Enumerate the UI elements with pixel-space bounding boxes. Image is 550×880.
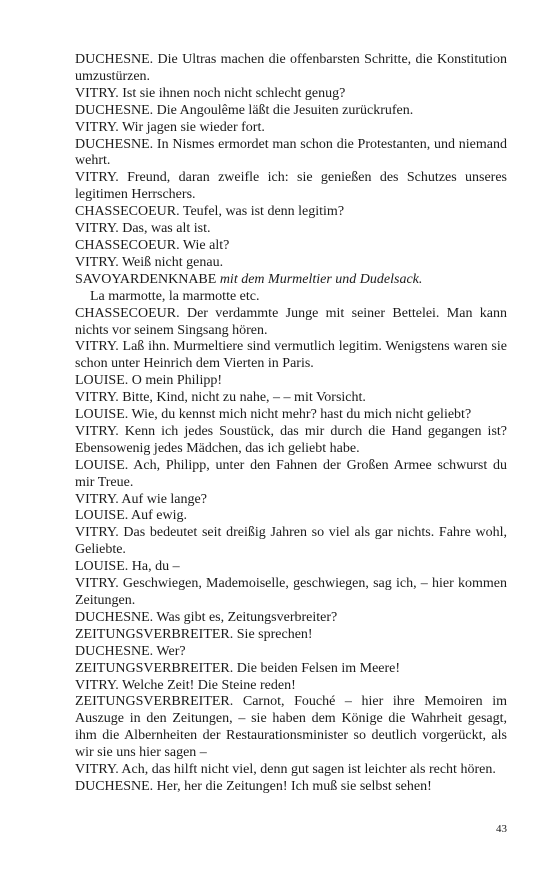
dialogue-line [75, 390, 507, 407]
speaker-name: LOUISE. [75, 457, 129, 473]
speaker-name: DUCHESNE. [75, 778, 154, 794]
speaker-name: VITRY. [75, 576, 119, 592]
page-number: 43 [496, 823, 507, 835]
speech-text: Das bedeutet seit dreißig Jahren so viel als gar nichts. Fahre wohl, Geliebte. [75, 525, 507, 558]
speaker-name: VITRY. [75, 221, 119, 237]
speech-text: Der verdammte Junge mit seiner Bettelei. Man kann nichts vor seinem Singsang hören. [75, 305, 507, 338]
dialogue-line [75, 610, 507, 627]
speech-text: Freund, daran zweifle ich: sie genießen des Schutzes unseres legitimen Herrschers. [75, 170, 507, 203]
speech-text: Kenn ich jedes Soustück, das mir durch die Hand gegangen ist? Ebensowenig jedes Mädchen, das ich geliebt habe. [75, 423, 507, 456]
speaker-name: VITRY. [75, 339, 119, 355]
speech-text: Carnot, Fouché – hier ihre Memoiren im Auszuge in den Zeitungen, – sie haben dem Könige die Wahrheit gesagt, ihm die Albernheiten der Restaurationsminister so deutlich vorgerückt, als wir sie uns hier sagen – [75, 694, 507, 761]
speaker-name: VITRY. [75, 170, 119, 186]
speech-text: Ist sie ihnen noch nicht schlecht genug? [118, 85, 346, 101]
speaker-name: LOUISE. [75, 373, 129, 389]
dialogue-line [75, 678, 507, 695]
dialogue-line [75, 576, 507, 610]
speaker-name: DUCHESNE. [75, 643, 154, 659]
dialogue-line [75, 661, 507, 678]
speaker-name: VITRY. [75, 119, 119, 135]
dialogue-line [75, 407, 507, 424]
speaker-name: DUCHESNE. [75, 52, 154, 67]
speaker-name: VITRY. [75, 254, 119, 270]
dialogue-line [75, 289, 507, 306]
dialogue-line [75, 458, 507, 492]
dialogue-line [75, 492, 507, 509]
speech-text: Auf ewig. [128, 508, 187, 524]
dialogue-line [75, 644, 507, 661]
speech-text: Teufel, was ist denn legitim? [179, 204, 345, 220]
speaker-name: CHASSECOEUR. [75, 204, 180, 220]
dialogue-line [75, 204, 507, 221]
dialogue-line [75, 238, 507, 255]
dialogue-line [75, 559, 507, 576]
speech-text: Bitte, Kind, nicht zu nahe, – – mit Vorsicht. [118, 390, 366, 406]
dialogue-line [75, 762, 507, 779]
speaker-name: VITRY. [75, 525, 119, 541]
speech-text: Welche Zeit! Die Steine reden! [118, 677, 296, 693]
speech-text: Ach, Philipp, unter den Fahnen der Großen Armee schwurst du mir Treue. [75, 457, 507, 490]
dialogue-line [75, 525, 507, 559]
dialogue-line [75, 339, 507, 373]
dialogue-line [75, 424, 507, 458]
stage-direction: mit dem Murmeltier und Dudelsack. [216, 271, 423, 287]
speaker-name: VITRY. [75, 762, 119, 778]
speech-text: Her, her die Zeitungen! Ich muß sie selbst sehen! [153, 778, 432, 794]
dialogue-line [75, 508, 507, 525]
speaker-name: ZEITUNGSVERBREITER. [75, 660, 234, 676]
speaker-name: VITRY. [75, 390, 119, 406]
speech-text: Auf wie lange? [118, 491, 207, 507]
speech-text: Was gibt es, Zeitungsverbreiter? [153, 609, 338, 625]
speech-text: Wer? [153, 643, 186, 659]
dialogue-line [75, 255, 507, 272]
speech-text: O mein Philipp! [128, 373, 223, 389]
dialogue-line [75, 694, 507, 762]
speech-text: Ha, du – [128, 559, 180, 575]
dialogue-line [75, 137, 507, 171]
dialogue-line [75, 779, 507, 796]
speaker-name: VITRY. [75, 85, 119, 101]
speech-text: Das, was alt ist. [118, 221, 211, 237]
speech-text: Geschwiegen, Mademoiselle, geschwiegen, sag ich, – hier kommen Zeitungen. [75, 576, 507, 608]
speaker-name: CHASSECOEUR. [75, 237, 180, 253]
speaker-name: DUCHESNE. [75, 609, 154, 625]
speaker-name: CHASSECOEUR. [75, 305, 180, 321]
dialogue-line [75, 627, 507, 644]
speech-text: La marmotte, la marmotte etc. [90, 288, 260, 304]
speech-text: Sie sprechen! [233, 626, 313, 642]
speaker-name: VITRY. [75, 423, 119, 439]
speaker-name: ZEITUNGSVERBREITER. [75, 694, 234, 710]
speaker-name: DUCHESNE. [75, 102, 154, 118]
speaker-name: LOUISE. [75, 508, 129, 524]
dialogue-line [75, 272, 507, 289]
speech-text: In Nismes ermordet man schon die Protestanten, und niemand wehrt. [75, 136, 507, 169]
dialogue-line [75, 221, 507, 238]
dialogue-line [75, 52, 507, 86]
speech-text: Wie, du kennst mich nicht mehr? hast du mich nicht geliebt? [128, 407, 472, 423]
dialogue-line [75, 120, 507, 137]
dialogue-line [75, 170, 507, 204]
speech-text: Wie alt? [179, 237, 230, 253]
speech-text: Die Ultras machen die offenbarsten Schritte, die Konstitution umzustürzen. [75, 52, 507, 84]
speech-text: Wir jagen sie wieder fort. [118, 119, 265, 135]
speaker-name: ZEITUNGSVERBREITER. [75, 626, 234, 642]
speaker-name: DUCHESNE. [75, 136, 154, 152]
dialogue-line [75, 86, 507, 103]
speech-text: Die beiden Felsen im Meere! [233, 660, 401, 676]
speaker-name: LOUISE. [75, 559, 129, 575]
dialogue-line [75, 103, 507, 120]
speech-text: Weiß nicht genau. [118, 254, 224, 270]
speaker-name: SAVOYARDENKNABE [75, 271, 217, 287]
speech-text: Die Angoulême läßt die Jesuiten zurückrufen. [153, 102, 414, 118]
speaker-name: VITRY. [75, 491, 119, 507]
speaker-name: VITRY. [75, 677, 119, 693]
speech-text: Ach, das hilft nicht viel, denn gut sagen ist leichter als recht hören. [118, 762, 496, 778]
dialogue-line [75, 373, 507, 390]
speaker-name: LOUISE. [75, 407, 129, 423]
dialogue-line [75, 306, 507, 340]
play-text [75, 52, 507, 796]
speech-text: Laß ihn. Murmeltiere sind vermutlich legitim. Wenigstens waren sie schon unter Heinrich dem Vierten in Paris. [75, 339, 507, 372]
